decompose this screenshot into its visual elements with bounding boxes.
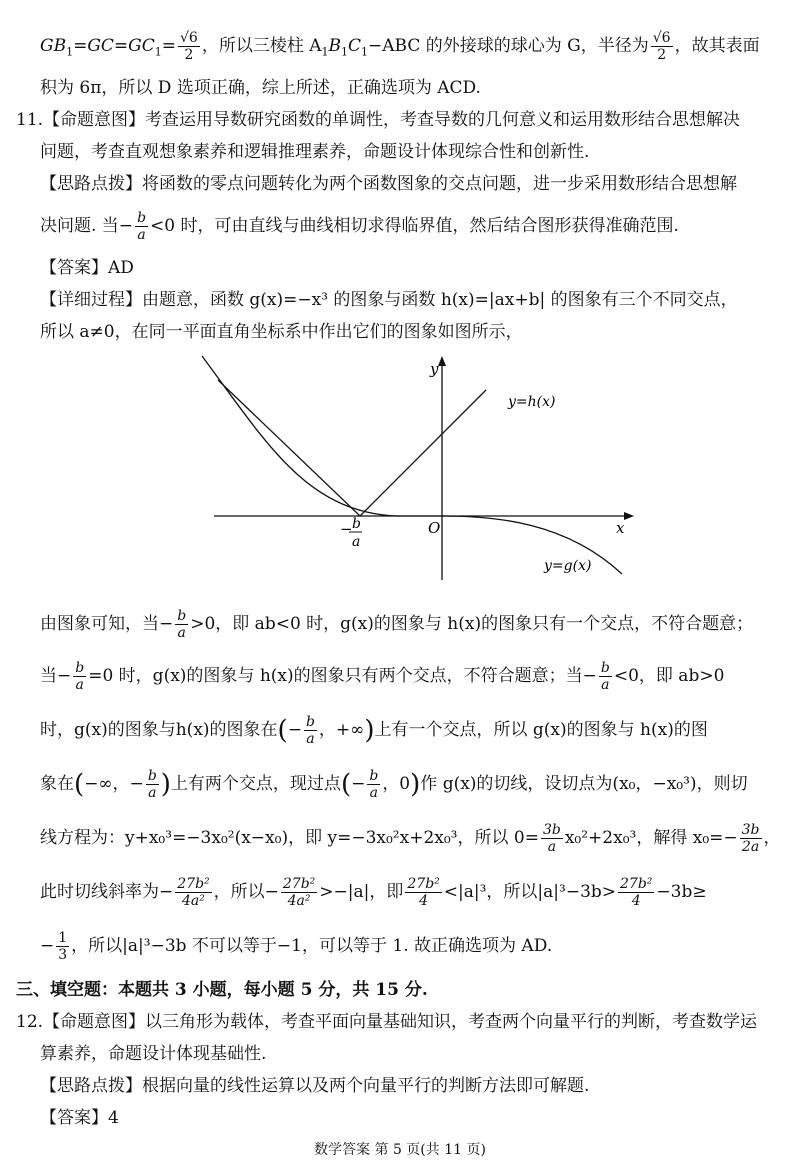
text-line-19: 算素养，命题设计体现基础性.: [40, 1044, 267, 1064]
section-heading: 三、填空题：本题共 3 小题，每小题 5 分，共 15 分.: [16, 980, 428, 1000]
g-label: y=g(x): [544, 558, 592, 574]
text-line-12: 时，g(x)的图象与h(x)的图象在(− $\frac{b}{a}$ ，+∞)上有一个交点，所以 g(x)的图象与 h(x)的图: [40, 714, 708, 747]
text-prism: ，所以三棱柱 A: [201, 36, 322, 56]
q12-hint: 【思路点拨】根据向量的线性运算以及两个向量平行的判断方法即可解题.: [40, 1076, 590, 1096]
y-label: y: [430, 360, 439, 378]
y-axis-arrow-icon: [438, 356, 446, 366]
q11-intent: 11.【命题意图】考查运用导数研究函数的单调性，考查导数的几何意义和运用数形结合思想解决: [16, 110, 741, 130]
curve-g-left: [202, 356, 396, 516]
root-num: b: [352, 516, 361, 532]
q11-hint: 【思路点拨】将函数的零点问题转化为两个函数图象的交点问题，进一步采用数形结合思想解: [40, 174, 737, 194]
text-line-6: 决问题. 当− $\frac{b}{a}$ <0 时，可由直线与曲线相切求得临界值，然后结合图形获得准确范围.: [40, 210, 679, 243]
math-eq: =: [161, 36, 176, 56]
text-surface: ，故其表面: [674, 36, 760, 56]
text-line-14: 线方程为：y+x₀³=−3x₀²(x−x₀)，即 y=−3x₀²x+2x₀³，所以 0= $\frac{3b}{a}$ x₀²+2x₀³，解得 x₀=− $\frac{3b}{2a}$ ，: [40, 822, 781, 855]
q11-detail: 【详细过程】由题意，函数 g(x)=−x³ 的图象与函数 h(x)=|ax+b| 的图象有三个不同交点，: [40, 290, 738, 310]
q11-answer: 【答案】AD: [40, 258, 134, 278]
fraction-sqrt6-over-2: $\frac{√6}{2}$: [180, 30, 198, 63]
text-line-9: 所以 a≠0，在同一平面直角坐标系中作出它们的图象如图所示，: [40, 322, 523, 342]
function-graph: [196, 352, 636, 588]
root-den: a: [352, 534, 361, 550]
text-line-15: 此时切线斜率为− $\frac{\text{27b²}}{\text{4a²}}$ ，所以− $\frac{\text{27b²}}{\text{4a²}}$ >−|a|，即 $\frac{\text{27b²}}{4}$ <|a|³，所以|a|³−3b> $\frac{\text{27b²}}{4}$ −3b≥: [40, 876, 707, 909]
math-b: B: [328, 36, 342, 56]
text-sphere-center: −ABC 的外接球的球心为 G，半径为: [368, 36, 649, 56]
curve-g-right: [442, 516, 622, 574]
q12-answer: 【答案】4: [40, 1108, 119, 1128]
curve-h: [218, 380, 486, 516]
h-label: y=h(x): [508, 394, 556, 410]
x-axis-arrow-icon: [624, 512, 634, 520]
text-line-2: 积为 6π，所以 D 选项正确，综上所述，正确选项为 ACD.: [40, 78, 481, 98]
text-line-13: 象在(−∞，− $\frac{b}{a}$ )上有两个交点，现过点(− $\frac{b}{a}$ ，0)作 g(x)的切线，设切点为(x₀，−x₀³)，则切: [40, 768, 748, 801]
math-c: C: [348, 36, 362, 56]
page-footer: 数学答案 第 5 页(共 11 页): [314, 1142, 486, 1158]
text-line-16: − $\frac{1}{3}$ ，所以|a|³−3b 不可以等于−1，可以等于 1. 故正确选项为 AD.: [40, 930, 553, 963]
fraction-b-over-a: $\frac{b}{a}$: [137, 210, 147, 243]
text-line-10: 由图象可知，当− $\frac{b}{a}$ >0，即 ab<0 时，g(x)的图象与 h(x)的图象只有一个交点，不符合题意；: [40, 608, 754, 641]
minus-sign: −: [340, 520, 353, 538]
origin-label: O: [428, 519, 441, 537]
text-line-1: $GB_1=GC=GC_1=$ $\frac{√6}{2}$ ，所以三棱柱 $A_1B_1C_1-ABC$ 的外接球的球心为 G，半径为 $\frac{√6}{2}$ ，故其表面: [40, 30, 760, 63]
x-label: x: [616, 519, 625, 537]
text-line-4: 问题，考查直观想象素养和逻辑推理素养，命题设计体现综合性和创新性.: [40, 142, 590, 162]
math-gc: =GC=GC: [73, 36, 155, 56]
q12-intent: 12.【命题意图】以三角形为载体，考查平面向量基础知识，考查两个向量平行的判断，考查数学运: [16, 1012, 758, 1032]
math-gb: GB: [40, 36, 67, 56]
text-line-11: 当− $\frac{b}{a}$ =0 时，g(x)的图象与 h(x)的图象只有两个交点，不符合题意；当− $\frac{b}{a}$ <0，即 ab>0: [40, 660, 725, 693]
fraction-radius: $\frac{√6}{2}$: [652, 30, 671, 63]
